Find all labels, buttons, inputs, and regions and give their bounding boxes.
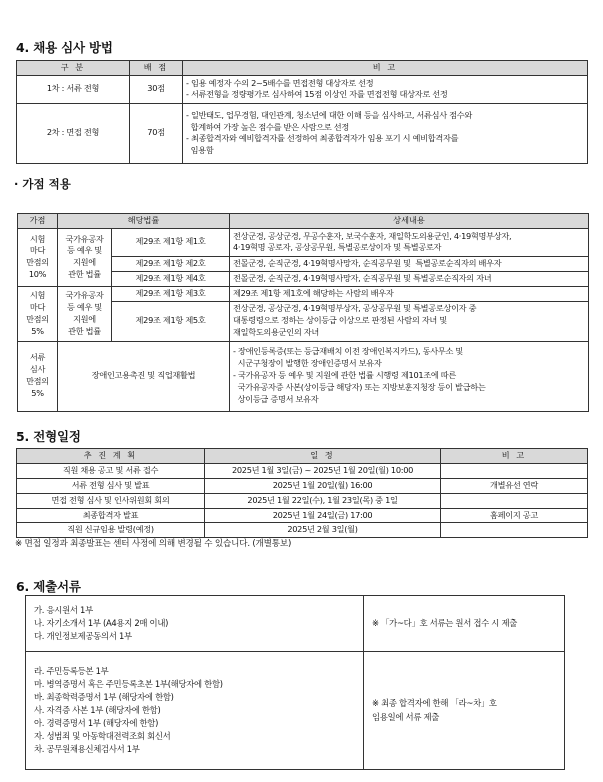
note-cell	[441, 493, 588, 508]
table-row	[18, 286, 589, 301]
plan-cell: 면접 전형 심사 및 인사위원회 회의	[17, 493, 205, 508]
table-row	[17, 523, 588, 538]
section-6-title: 6. 제출서류	[16, 579, 81, 594]
article-cell: 제29조 제1항 제4호	[112, 271, 230, 286]
list-item: 자. 성범죄 및 아동학대전력조회 회신서	[34, 731, 171, 742]
table-row	[18, 341, 589, 411]
detail-cell: 전몰군경, 순직군경, 4·19혁명사망자, 순직공무원 및 특별공로순직자의 배우자	[230, 256, 589, 271]
stage-cell: 2차 : 면접 전형	[17, 103, 130, 163]
article-cell: 제29조 제1항 제5호	[112, 301, 230, 341]
list-item: 다. 개인정보제공동의서 1부	[34, 631, 132, 641]
note-cell: 개별유선 연락	[441, 478, 588, 493]
detail-cell: 제29조 제1항 제1호에 해당하는 사람의 배우자	[230, 286, 589, 301]
table-row	[17, 478, 588, 493]
list-item: 나. 자기소개서 1부 (A4용지 2매 이내)	[34, 617, 169, 628]
bonus-rate-doc-5: 서류 심사 만점의 5%	[18, 341, 58, 411]
article-cell: 제29조 제1항 제1호	[112, 228, 230, 256]
law-name: 국가유공자 등 예우 및 지원에 관한 법률	[58, 286, 112, 341]
law-name: 국가유공자 등 예우 및 지원에 관한 법률	[58, 228, 112, 286]
col-header-remarks: 비 고	[183, 61, 588, 76]
score-cell: 30점	[130, 75, 183, 103]
documents-group-2	[26, 652, 364, 770]
note-cell	[441, 523, 588, 538]
col-header-bonus: 가점	[18, 214, 58, 229]
col-header-category: 구 분	[17, 61, 130, 76]
schedule-footnote: ※ 면접 일정과 최종발표는 센터 사정에 의해 변경될 수 있습니다. (개별통보)	[15, 539, 292, 549]
score-cell: 70점	[130, 103, 183, 163]
remark-line: 합계하여 가장 높은 점수를 받은 사람으로 선정	[186, 121, 349, 132]
list-item: 차. 공무원채용신체검사서 1부	[34, 744, 140, 755]
table-row	[17, 75, 588, 103]
table-row	[18, 228, 589, 256]
section-5-title: 5. 전형일정	[16, 429, 81, 444]
note-cell: 홈페이지 공고	[441, 508, 588, 523]
col-header-score: 배 점	[130, 61, 183, 76]
evaluation-table	[16, 60, 588, 164]
table-row	[17, 508, 588, 523]
col-header-detail: 상세내용	[230, 214, 589, 229]
table-row	[17, 103, 588, 163]
article-cell: 제29조 제1항 제3호	[112, 286, 230, 301]
bonus-rate-10: 시험 마다 만점의 10%	[18, 228, 58, 286]
list-item: 가. 응시원서 1부	[34, 604, 93, 615]
col-header-law: 해당법률	[58, 214, 230, 229]
section-4-title: 4. 채용 심사 방법	[16, 40, 113, 55]
remark-line: - 임용 예정자 수의 2~5배수를 면접전형 대상자로 선정	[186, 77, 374, 88]
bonus-table	[17, 213, 589, 412]
list-item: 마. 병역증명서 혹은 주민등록초본 1부(해당자에 한함)	[34, 678, 223, 689]
remark-line: - 일반태도, 업무경험, 대인관계, 청소년에 대한 이해 등을 심사하고, 서류심사 점수와	[186, 109, 472, 120]
submission-note: ※ 「가~다」호 서류는 원서 접수 시 제출	[364, 596, 565, 652]
remark-line: 임용함	[186, 145, 214, 156]
date-cell: 2025년 1월 20일(월) 16:00	[205, 478, 441, 493]
remark-line: - 서류전형을 정량평가로 심사하여 15점 이상인 자를 면접전형 대상자로 선정	[186, 89, 448, 100]
detail-cell: 전상군경, 공상군경, 4·19혁명부상자, 공상공무원 및 특별공로상이자 중 대통령령으로 정하는 상이등급 이상으로 판정된 사람의 자녀 및 재일학도의용군인의 자녀	[230, 301, 589, 341]
date-cell: 2025년 2월 3일(월)	[205, 523, 441, 538]
date-cell: 2025년 1월 22일(수), 1월 23일(목) 중 1일	[205, 493, 441, 508]
detail-cell: 전몰군경, 순직군경, 4·19혁명사망자, 순직공무원 및 특별공로순직자의 자녀	[230, 271, 589, 286]
table-row	[17, 493, 588, 508]
remark-line: - 최종합격자와 예비합격자를 선정하여 최종합격자가 임용 포기 시 예비합격자를	[186, 133, 459, 144]
article-cell: 제29조 제1항 제2호	[112, 256, 230, 271]
list-item: 사. 자격증 사본 1부 (해당자에 한함)	[34, 704, 161, 715]
law-name: 장애인고용촉진 및 직업재활법	[58, 341, 230, 411]
date-cell: 2025년 1월 24일(금) 17:00	[205, 508, 441, 523]
list-item: 라. 주민등록등본 1부	[34, 665, 109, 676]
plan-cell: 서류 전형 심사 및 발표	[17, 478, 205, 493]
plan-cell: 직원 채용 공고 및 서류 접수	[17, 463, 205, 478]
col-header-date: 일 정	[205, 449, 441, 464]
bonus-rate-5: 시험 마다 만점의 5%	[18, 286, 58, 341]
date-cell: 2025년 1월 3일(금) ~ 2025년 1월 20일(월) 10:00	[205, 463, 441, 478]
table-row	[17, 463, 588, 478]
note-cell	[441, 463, 588, 478]
detail-cell: 전상군경, 공상군경, 무공수훈자, 보국수훈자, 재일학도의용군인, 4·19혁명부상자, 4·19혁명 공로자, 공상공무원, 특별공로상이자 및 특별공로자	[230, 228, 589, 256]
remarks-cell	[183, 75, 588, 103]
documents-table	[25, 595, 565, 770]
remarks-cell	[183, 103, 588, 163]
list-item: 아. 경력증명서 1부 (해당자에 한함)	[34, 718, 159, 728]
col-header-plan: 추 진 계 획	[17, 449, 205, 464]
documents-group-1	[26, 596, 364, 652]
table-row	[26, 652, 565, 770]
submission-note: ※ 최종 합격자에 한해 「라~차」호 임용일에 서류 제출	[364, 652, 565, 770]
list-item: 바. 최종학력증명서 1부 (해당자에 한함)	[34, 691, 174, 702]
table-row	[26, 596, 565, 652]
detail-cell: - 장애인등록증(또는 등급재배치 이전 장애인복지카드), 동사무소 및 시군구청장이 발행한 장애인증명서 보유자 - 국가유공자 등 예우 및 지원에 관한 법률 시행령 제101조에 따른 국가유공자증 사본(상이등급 해당자) 또는 지방보훈지청장 등이 발급하는 상이등급 증명서 보유자	[230, 341, 589, 411]
stage-cell: 1차 : 서류 전형	[17, 75, 130, 103]
col-header-note: 비 고	[441, 449, 588, 464]
plan-cell: 직원 신규임용 발령(예정)	[17, 523, 205, 538]
bonus-title: · 가점 적용	[14, 177, 71, 191]
plan-cell: 최종합격자 발표	[17, 508, 205, 523]
schedule-table	[16, 448, 588, 538]
